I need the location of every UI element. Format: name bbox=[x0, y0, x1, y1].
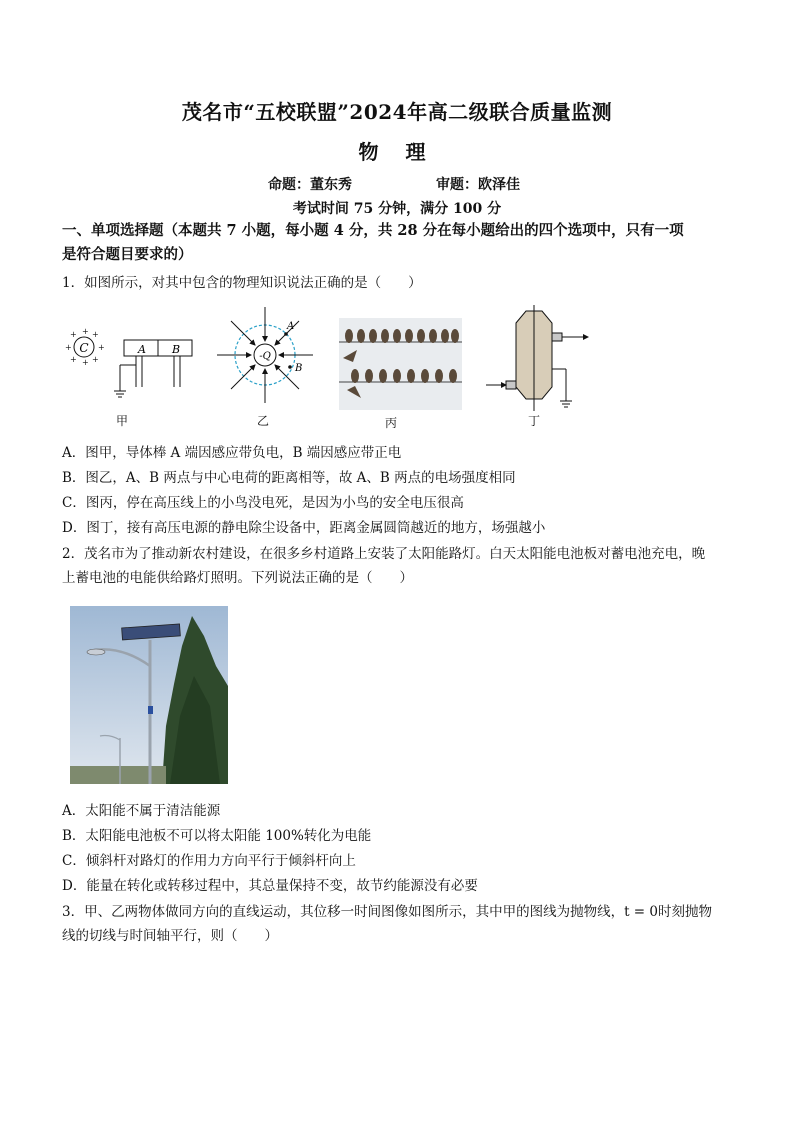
q2-stem-line2: 上蓄电池的电能供给路灯照明。下列说法正确的是（ ） bbox=[62, 570, 413, 586]
q1-option-d: D．图丁，接有高压电源的静电除尘设备中，距离金属圆筒越近的地方，场强越小 bbox=[62, 520, 546, 536]
exam-time-info: 考试时间 75 分钟，满分 100 分 bbox=[292, 201, 502, 217]
svg-text:+: + bbox=[82, 327, 89, 336]
label-c: C bbox=[79, 341, 89, 355]
figure-jia bbox=[62, 325, 202, 405]
q1-option-a: A．图甲，导体棒 A 端因感应带负电，B 端因感应带正电 bbox=[62, 445, 402, 461]
svg-text:+: + bbox=[65, 343, 72, 352]
svg-text:+: + bbox=[92, 330, 99, 339]
q3-stem-line1: 3．甲、乙两物体做同方向的直线运动，其位移一时间图像如图所示，其中甲的图线为抛物线，t = 0时刻抛物 bbox=[62, 904, 712, 920]
q2-option-c: C．倾斜杆对路灯的作用力方向平行于倾斜杆向上 bbox=[62, 853, 356, 869]
q1-option-c: C．图丙，停在高压线上的小鸟没电死，是因为小鸟的安全电压很高 bbox=[62, 495, 464, 511]
q1-option-b: B．图乙，A、B 两点与中心电荷的距离相等，故 A、B 两点的电场强度相同 bbox=[62, 470, 516, 486]
section-heading-line2: 是符合题目要求的） bbox=[62, 246, 193, 263]
svg-text:+: + bbox=[70, 330, 77, 339]
caption-yi: 乙 bbox=[257, 414, 270, 428]
q2-option-a: A．太阳能不属于清洁能源 bbox=[62, 803, 221, 819]
figure-bing-birds-photo bbox=[339, 318, 462, 410]
q1-stem: 1．如图所示，对其中包含的物理知识说法正确的是（ ） bbox=[62, 275, 422, 291]
q2-stem-line1: 2．茂名市为了推动新农村建设，在很多乡村道路上安装了太阳能路灯。白天太阳能电池板对蓄电池充电，晚 bbox=[62, 546, 706, 562]
figure-ding bbox=[484, 305, 594, 425]
caption-ding: 丁 bbox=[528, 414, 541, 428]
svg-text:+: + bbox=[70, 355, 77, 364]
svg-text:+: + bbox=[92, 355, 99, 364]
label-a: A bbox=[138, 343, 146, 356]
subject-title: 物 理 bbox=[358, 140, 436, 164]
svg-text:+: + bbox=[98, 343, 105, 352]
q3-stem-line2: 线的切线与时间轴平行，则（ ） bbox=[62, 928, 278, 944]
label-q: -Q bbox=[259, 351, 271, 362]
caption-bing: 丙 bbox=[385, 416, 398, 430]
figure-yi bbox=[215, 305, 315, 405]
label-b2: B bbox=[295, 363, 303, 374]
label-a2: A bbox=[287, 321, 295, 332]
lamp-head-icon bbox=[87, 649, 105, 655]
reviewer-label: 审题：欧泽佳 bbox=[436, 177, 520, 193]
solar-street-lamp-photo bbox=[70, 606, 228, 784]
exam-title: 茂名市“五校联盟”2024年高二级联合质量监测 bbox=[181, 100, 613, 124]
caption-jia: 甲 bbox=[116, 414, 129, 428]
label-b: B bbox=[172, 343, 181, 356]
setter-label: 命题：董东秀 bbox=[268, 177, 352, 193]
q2-option-b: B．太阳能电池板不可以将太阳能 100%转化为电能 bbox=[62, 828, 372, 844]
q2-option-d: D．能量在转化或转移过程中，其总量保持不变，故节约能源没有必要 bbox=[62, 878, 478, 894]
svg-text:+: + bbox=[82, 358, 89, 367]
section-heading-line1: 一、单项选择题（本题共 7 小题，每小题 4 分，共 28 分在每小题给出的四个选项中，只有一项 bbox=[62, 222, 684, 239]
